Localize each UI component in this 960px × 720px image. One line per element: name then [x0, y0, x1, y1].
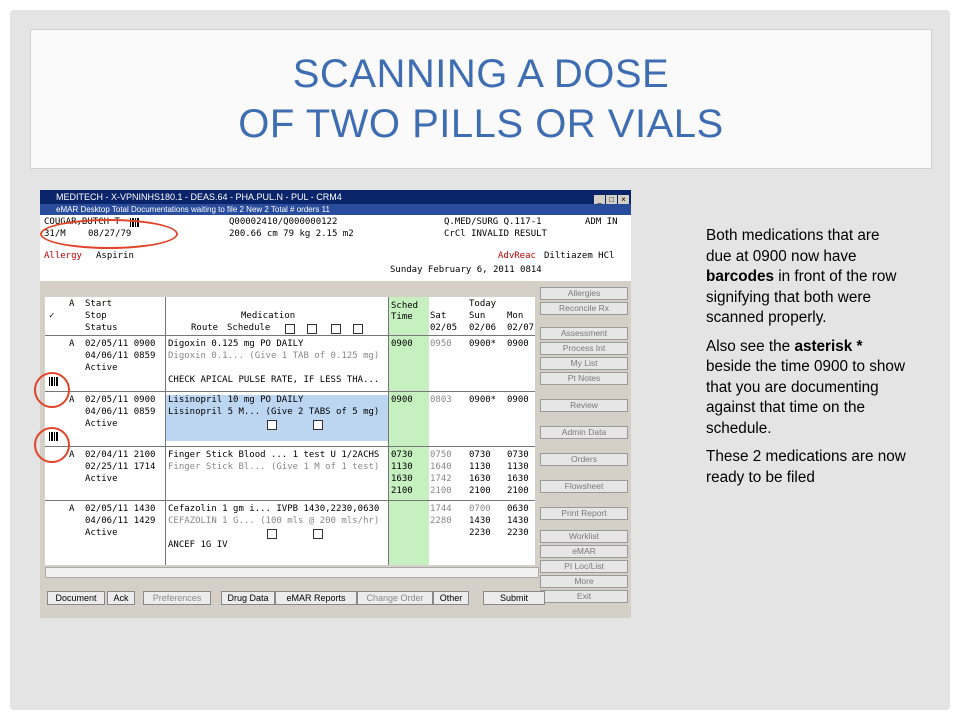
emar-reports-button[interactable]: eMAR Reports — [275, 591, 357, 605]
row-mon-time: 0630 — [507, 504, 529, 514]
row-sched-time: 0900 — [391, 395, 413, 405]
row-sat-time: 2100 — [430, 486, 452, 496]
row-mon-time: 0730 — [507, 450, 529, 460]
emar-status-text: eMAR Desktop Total Documentations waiting to file 2 New 2 Total # orders 11 — [56, 205, 330, 214]
emar-status-bar — [40, 204, 631, 215]
note-text: beside the time 0900 to show that you are documenting against that time on the schedule. — [706, 358, 905, 437]
col-sat-header: Sat — [430, 311, 447, 321]
annotation-circle — [34, 372, 70, 408]
allergy-value: Aspirin — [96, 251, 134, 261]
col-sun-header: Sun — [469, 311, 486, 321]
note-paragraph-3: These 2 medications are now ready to be filed — [706, 448, 906, 486]
flowsheet-button[interactable]: Flowsheet — [540, 480, 628, 493]
col-sched-time-header: Sched Time — [391, 301, 419, 322]
row-medication[interactable]: Digoxin 0.125 mg PO DAILY — [168, 339, 304, 349]
row-sched-time: 0730 — [391, 450, 413, 460]
document-icon[interactable] — [267, 420, 277, 430]
window-titlebar — [40, 190, 631, 204]
col-a-header: A — [69, 299, 75, 309]
col-route-header[interactable]: Route — [191, 323, 219, 333]
row-stop: 04/06/11 1429 — [85, 516, 156, 526]
row-sun-time: 0700 — [469, 504, 491, 514]
row-medication[interactable]: Finger Stick Blood ... 1 test U 1/2ACHS — [168, 450, 380, 460]
row-sat-time: 0803 — [430, 395, 452, 405]
allergy-label: Allergy — [44, 251, 82, 261]
row-status: Active — [85, 363, 118, 373]
column-divider — [388, 297, 389, 565]
row-sun-time: 1130 — [469, 462, 491, 472]
row-divider — [45, 335, 535, 336]
advreac-value: Diltiazem HCl — [544, 251, 615, 261]
worklist-button[interactable]: Worklist — [540, 530, 628, 543]
row-start: 02/04/11 2100 — [85, 450, 156, 460]
horizontal-scrollbar[interactable] — [45, 567, 539, 578]
row-medication-detail: Lisinopril 5 M... (Give 2 TABS of 5 mg) — [168, 407, 380, 417]
row-sat-time: 0750 — [430, 450, 452, 460]
annotation-circle — [40, 219, 178, 249]
row-sat-time: 2280 — [430, 516, 452, 526]
row-divider — [45, 391, 535, 392]
row-sun-time: 1630 — [469, 474, 491, 484]
maximize-icon[interactable]: □ — [606, 195, 617, 204]
note-text: in front of the row signifying that both were scanned properly. — [706, 268, 897, 326]
row-medication-detail: CEFAZOLIN 1 G... (100 mls @ 200 mls/hr) — [168, 516, 380, 526]
patient-location: Q.MED/SURG Q.117-1 — [444, 217, 542, 227]
advreac-label: AdvReac — [498, 251, 536, 261]
side-button-panel — [540, 287, 628, 605]
minimize-icon[interactable]: _ — [594, 195, 605, 204]
preferences-button[interactable]: Preferences — [143, 591, 211, 605]
edit-icon[interactable] — [313, 529, 323, 539]
patient-dob: 08/27/79 — [88, 229, 132, 239]
row-mon-time: 2100 — [507, 486, 529, 496]
row-medication-detail: Finger Stick Bl... (Give 1 M of 1 test) — [168, 462, 380, 472]
document-button[interactable]: Document — [47, 591, 105, 605]
row-a-flag[interactable]: A — [69, 450, 75, 460]
print-report-button[interactable]: Print Report — [540, 507, 628, 520]
row-sun-time[interactable]: 0900* — [469, 339, 497, 349]
col-schedule-header[interactable]: Schedule — [227, 323, 271, 333]
pt-notes-button[interactable]: Pt Notes — [540, 372, 628, 385]
row-sun-time: 2100 — [469, 486, 491, 496]
patient-vitals: 200.66 cm 79 kg 2.15 m2 — [229, 229, 354, 239]
check-column-header[interactable]: ✓ — [49, 311, 55, 321]
row-start: 02/05/11 0900 — [85, 339, 156, 349]
window-title: MEDITECH - X-VPNINHS180.1 - DEAS.64 - PHA.PUL.N - PUL - CRM4 — [56, 192, 342, 202]
row-sun-time[interactable]: 0900* — [469, 395, 497, 405]
submit-button[interactable]: Submit — [483, 591, 545, 605]
col-mon-header: Mon — [507, 311, 524, 321]
note-bold-text: barcodes — [706, 268, 775, 285]
column-divider — [165, 297, 166, 565]
patient-age-sex: 31/M — [44, 229, 66, 239]
row-mon-time: 1430 — [507, 516, 529, 526]
reconcile-rx-button[interactable]: Reconcile Rx — [540, 302, 628, 315]
more-button[interactable]: More — [540, 575, 628, 588]
row-a-flag[interactable]: A — [69, 339, 75, 349]
close-icon[interactable]: × — [618, 195, 629, 204]
col-medication-header[interactable]: Medication — [241, 311, 296, 321]
process-int-button[interactable]: Process Int — [540, 342, 628, 355]
col-status-header: Status — [85, 323, 118, 333]
row-mon-time: 1130 — [507, 462, 529, 472]
drug-data-button[interactable]: Drug Data — [221, 591, 275, 605]
note-text: Both medications that are due at 0900 now have — [706, 227, 880, 265]
row-sched-time: 0900 — [391, 339, 413, 349]
row-stop: 02/25/11 1714 — [85, 462, 156, 472]
note-paragraph-1 — [706, 226, 906, 329]
patient-crcl: CrCl INVALID RESULT — [444, 229, 547, 239]
comment-icon[interactable] — [353, 324, 363, 334]
emar-button[interactable]: eMAR — [540, 545, 628, 558]
note-text: Also see the — [706, 337, 795, 355]
row-sun-time: 2230 — [469, 528, 491, 538]
row-stop: 04/06/11 0859 — [85, 407, 156, 417]
col-mon-date: 02/07 — [507, 323, 535, 333]
ack-button[interactable]: Ack — [107, 591, 135, 605]
note-icon[interactable] — [307, 324, 317, 334]
other-button[interactable]: Other — [433, 591, 469, 605]
row-stop: 04/06/11 0859 — [85, 351, 156, 361]
col-start-header: Start — [85, 299, 113, 309]
row-sched-time: 2100 — [391, 486, 413, 496]
row-a-flag[interactable]: A — [69, 504, 75, 514]
assessment-button[interactable]: Assessment — [540, 327, 628, 340]
slide-notes — [706, 226, 906, 496]
row-sat-time: 1744 — [430, 504, 452, 514]
date-header: Sunday February 6, 2011 0814 — [390, 265, 542, 275]
row-sat-time: 1640 — [430, 462, 452, 472]
row-sat-time: 1742 — [430, 474, 452, 484]
col-today-header: Today — [469, 299, 497, 309]
row-medication[interactable]: Lisinopril 10 mg PO DAILY — [168, 395, 304, 405]
row-medication-detail: Digoxin 0.1... (Give 1 TAB of 0.125 mg) — [168, 351, 380, 361]
edit-icon[interactable] — [313, 420, 323, 430]
patient-account: Q00002410/Q000000122 — [229, 217, 338, 227]
document-icon[interactable] — [267, 529, 277, 539]
row-sat-time: 0950 — [430, 339, 452, 349]
patient-status: ADM IN — [585, 217, 618, 227]
meditech-screenshot — [40, 190, 631, 618]
row-start: 02/05/11 0900 — [85, 395, 156, 405]
title-box — [30, 29, 932, 169]
col-sat-date: 02/05 — [430, 323, 458, 333]
annotation-circle — [34, 427, 70, 463]
row-status: Active — [85, 419, 118, 429]
my-list-button[interactable]: My List — [540, 357, 628, 370]
row-sun-time: 1430 — [469, 516, 491, 526]
row-mon-time: 1630 — [507, 474, 529, 484]
pi-loc-list-button[interactable]: PI Loc/List — [540, 560, 628, 573]
pen-icon[interactable] — [285, 324, 295, 334]
change-order-button[interactable]: Change Order — [357, 591, 433, 605]
col-sun-date: 02/06 — [469, 323, 497, 333]
row-medication-note: ANCEF 1G IV — [168, 540, 228, 550]
col-stop-header: Stop — [85, 311, 107, 321]
row-mon-time: 0900 — [507, 339, 529, 349]
slide-title-line-1: SCANNING A DOSE — [292, 52, 670, 96]
row-mon-time: 2230 — [507, 528, 529, 538]
note-paragraph-2 — [706, 337, 906, 440]
row-mon-time: 0900 — [507, 395, 529, 405]
admin-data-button[interactable]: Admin Data — [540, 426, 628, 439]
slide-title-line-2: OF TWO PILLS OR VIALS — [238, 102, 724, 146]
row-status: Active — [85, 528, 118, 538]
note-bold-text: asterisk * — [794, 337, 863, 355]
row-status: Active — [85, 474, 118, 484]
patient-name: COUGAR,BUTCH T — [44, 217, 120, 227]
row-sched-time: 1130 — [391, 462, 413, 472]
row-divider — [45, 500, 535, 501]
medication-grid — [45, 297, 535, 565]
review-button[interactable]: Review — [540, 399, 628, 412]
row-sun-time: 0730 — [469, 450, 491, 460]
row-divider — [45, 446, 535, 447]
row-medication[interactable]: Cefazolin 1 gm i... IVPB 1430,2230,0630 — [168, 504, 380, 514]
exit-button[interactable]: Exit — [540, 590, 628, 603]
bottom-button-bar — [47, 591, 627, 605]
allergies-button[interactable]: Allergies — [540, 287, 628, 300]
schedule-column-bg — [388, 297, 429, 565]
row-medication-note: CHECK APICAL PULSE RATE, IF LESS THA... — [168, 375, 380, 385]
row-start: 02/05/11 1430 — [85, 504, 156, 514]
row-a-flag[interactable]: A — [69, 395, 75, 405]
orders-button[interactable]: Orders — [540, 453, 628, 466]
edit-icon[interactable] — [331, 324, 341, 334]
row-sched-time: 1630 — [391, 474, 413, 484]
